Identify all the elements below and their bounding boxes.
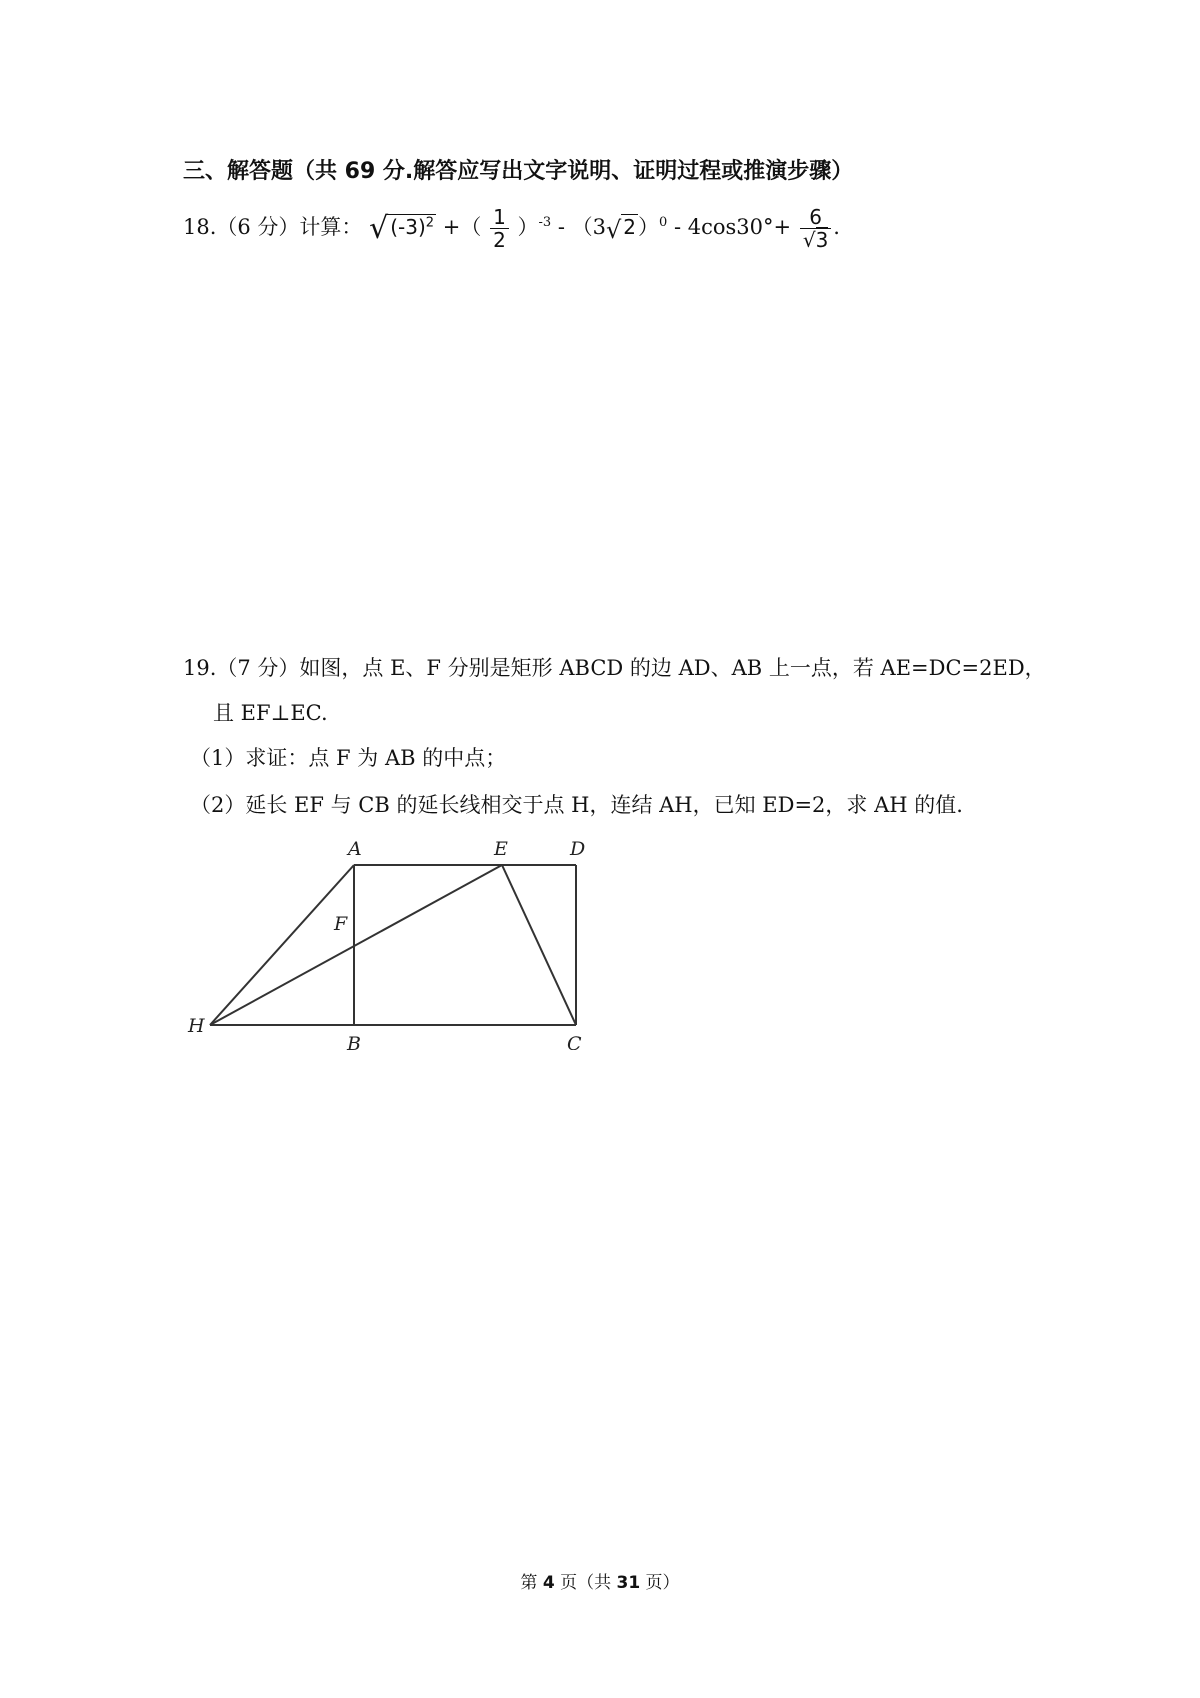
sqrt-expression <box>369 211 436 246</box>
footer-prefix: 第 <box>520 1573 543 1593</box>
inner-sqrt-radicand: 2 <box>623 215 637 239</box>
exponent-neg-three: -3 <box>538 215 552 230</box>
fraction-denominator <box>800 229 831 251</box>
fraction-numerator: 6 <box>800 206 831 229</box>
minus-open-paren: - （3 <box>557 215 606 239</box>
label-a: A <box>348 838 362 860</box>
inner-sqrt <box>606 214 638 244</box>
label-b: B <box>347 1033 361 1050</box>
radical-sign: √ <box>369 211 389 246</box>
denominator-radicand: 3 <box>815 228 829 252</box>
page-total: 31 <box>616 1573 641 1593</box>
exponent-zero: 0 <box>659 215 668 230</box>
question-19-line-2: 且 EF⊥EC. <box>213 701 328 725</box>
question-18 <box>183 206 840 251</box>
label-h: H <box>188 1015 205 1037</box>
label-e: E <box>494 838 508 860</box>
radicand-exponent: 2 <box>425 215 435 231</box>
period: . <box>833 215 840 239</box>
section-heading: 三、解答题（共 69 分.解答应写出文字说明、证明过程或推演步骤） <box>183 159 854 184</box>
plus-open-paren: +（ <box>442 215 482 239</box>
segment-ec <box>502 865 576 1025</box>
radical-sign: √ <box>802 228 816 252</box>
sqrt-radicand <box>388 214 436 239</box>
radical-sign: √ <box>605 216 622 244</box>
question-19-line-1: 19.（7 分）如图，点 E、F 分别是矩形 ABCD 的边 AD、AB 上一点，若 AE=DC=2ED， <box>183 656 1046 680</box>
page-number: 4 <box>542 1573 555 1593</box>
label-f: F <box>334 913 348 935</box>
q18-prefix: 18.（6 分）计算： <box>183 215 363 239</box>
geometry-figure <box>180 830 620 1054</box>
close-paren-2: ） <box>638 215 660 239</box>
fraction-denominator: 2 <box>493 228 506 252</box>
rectangle-abcd-diagram <box>180 830 620 1050</box>
label-c: C <box>567 1033 582 1050</box>
fraction-six-over-root-three <box>800 206 831 251</box>
segment-he <box>210 865 502 1025</box>
label-d: D <box>570 838 586 860</box>
footer-middle: 页（共 <box>554 1573 617 1593</box>
segment-ha <box>210 865 354 1025</box>
fraction-numerator: 1 <box>490 206 509 229</box>
fraction-one-half <box>490 206 509 251</box>
close-paren: ） <box>517 215 539 239</box>
footer-suffix: 页） <box>640 1573 680 1593</box>
page-footer <box>0 1568 1200 1593</box>
radicand-text: (-3) <box>390 215 426 239</box>
question-19-part-1: （1）求证：点 F 为 AB 的中点； <box>190 746 507 770</box>
question-19-part-2: （2）延长 EF 与 CB 的延长线相交于点 H，连结 AH，已知 ED=2，求 AH 的值. <box>190 793 963 817</box>
cos-term: - 4cos30°+ <box>673 215 792 239</box>
